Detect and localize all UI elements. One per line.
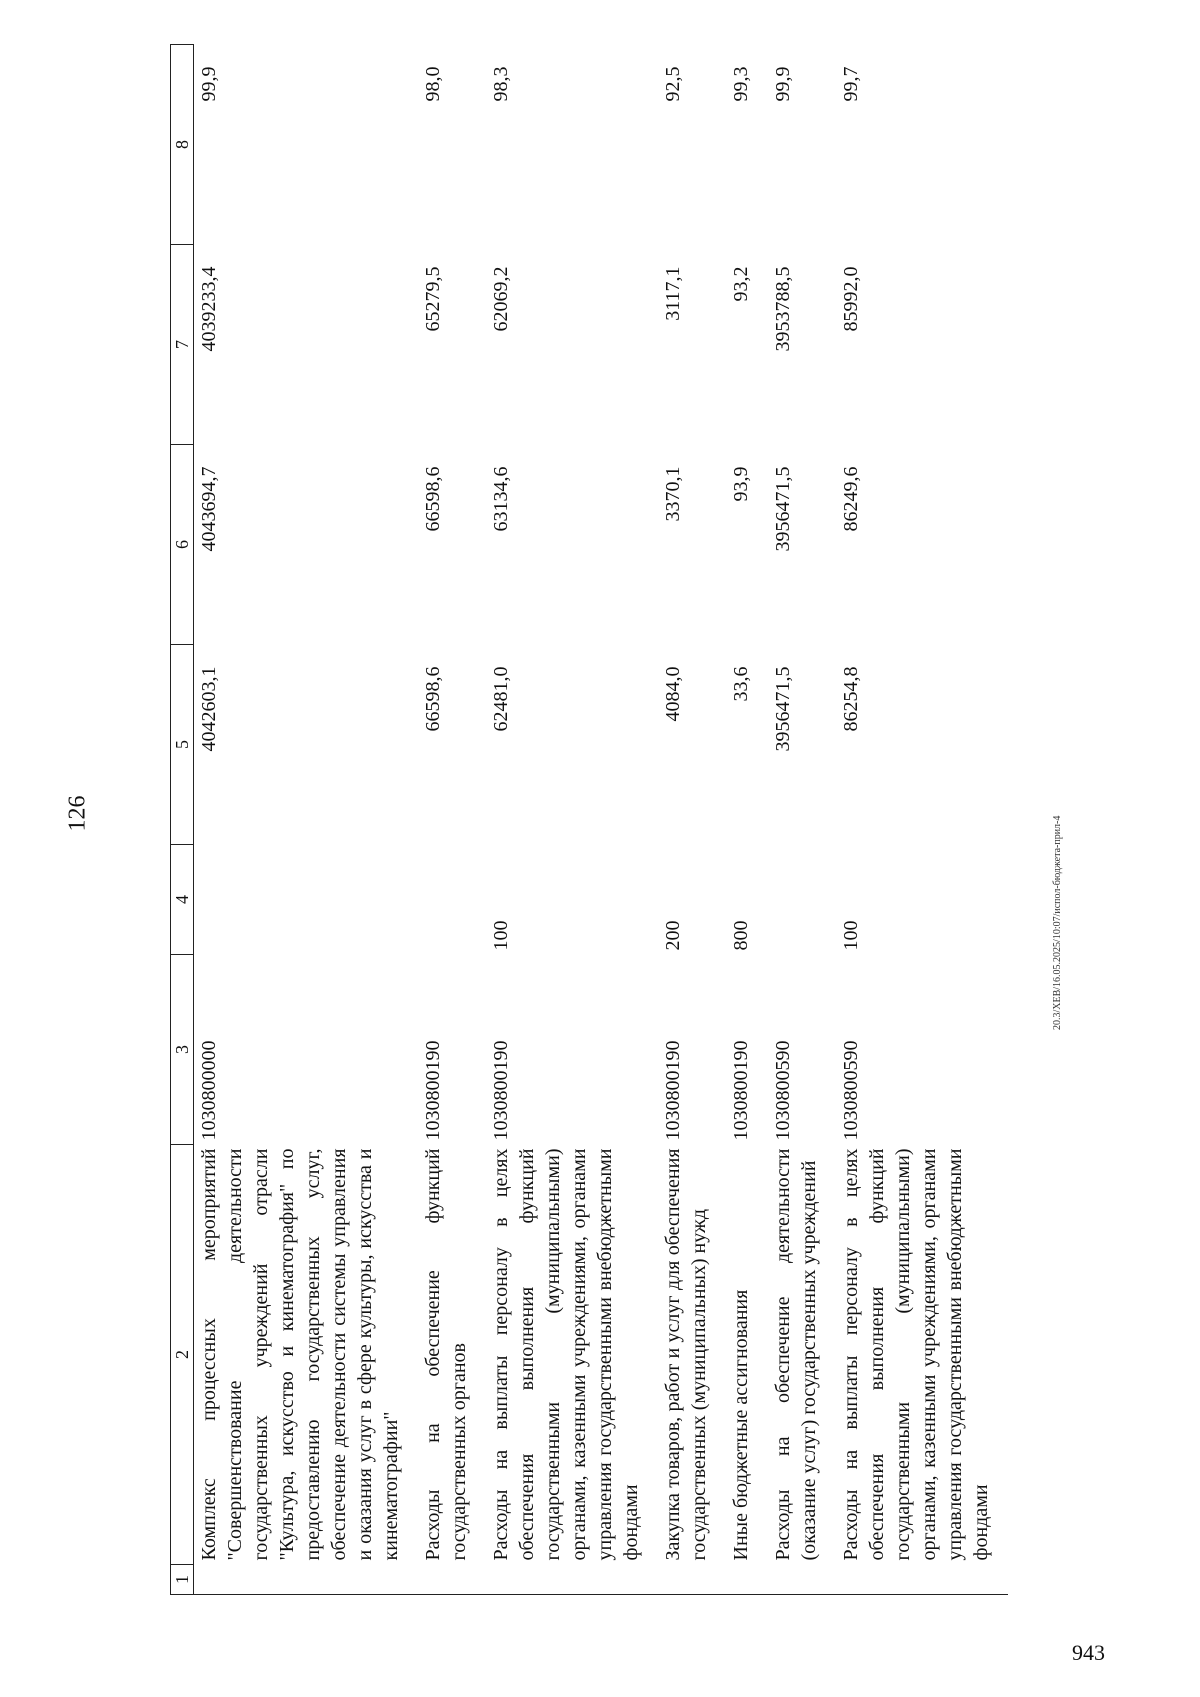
row-description: Расходы на выплаты персоналу в целях обеспечения выполнения функций государственными (муниципальными) органами, казенными учреждениями, органами управления государственными внебюджетными фондами	[840, 1148, 992, 1561]
row-value-7: 3953788,5	[772, 266, 794, 352]
budget-table	[170, 44, 1008, 1595]
row-value-6: 3956471,5	[772, 466, 794, 552]
col-header-8: 8	[171, 45, 194, 245]
row-percent: 92,5	[662, 66, 684, 102]
row-percent: 99,9	[198, 66, 220, 102]
row-expense-kind	[418, 845, 486, 955]
row-percent: 99,3	[730, 66, 752, 102]
col-header-7: 7	[171, 245, 194, 445]
row-expense-kind: 100	[490, 920, 512, 951]
col-header-2: 2	[171, 1145, 194, 1565]
row-value-6: 86249,6	[840, 466, 862, 532]
row-value-5: 33,6	[730, 666, 752, 702]
col-header-4: 4	[171, 845, 194, 955]
row-description: Расходы на обеспечение деятельности (оказание услуг) государственных учреждений	[772, 1148, 820, 1561]
table-row	[726, 45, 768, 1595]
table-row	[194, 45, 419, 1595]
row-percent: 99,9	[772, 66, 794, 102]
row-value-6: 4043694,7	[198, 466, 220, 552]
page-number: 126	[64, 795, 91, 832]
col-header-3: 3	[171, 955, 194, 1145]
row-description: Закупка товаров, работ и услуг для обеспечения государственных (муниципальных) нужд	[662, 1148, 710, 1561]
row-index	[486, 1565, 658, 1595]
row-index	[726, 1565, 768, 1595]
col-header-1: 1	[171, 1565, 194, 1595]
col-header-5: 5	[171, 645, 194, 845]
footer-code: 20.3/XEB/16.05.2025/10:07/испол-бюджета-прил-4	[1052, 815, 1063, 1030]
row-value-7: 65279,5	[422, 266, 444, 332]
row-description: Расходы на выплаты персоналу в целях обеспечения выполнения функций государственными (муниципальными) органами, казенными учреждениями, органами управления государственными внебюджетными фондами	[490, 1148, 642, 1561]
row-percent: 98,3	[490, 66, 512, 102]
row-index	[658, 1565, 726, 1595]
row-description: Расходы на обеспечение функций государственных органов	[422, 1148, 470, 1561]
row-value-7: 93,2	[730, 266, 752, 302]
row-value-5: 62481,0	[490, 666, 512, 732]
row-target-code: 1030800590	[840, 1040, 862, 1141]
row-value-6: 66598,6	[422, 466, 444, 532]
header-row	[171, 45, 194, 1595]
table-row	[658, 45, 726, 1595]
row-value-6: 93,9	[730, 466, 752, 502]
row-value-5: 86254,8	[840, 666, 862, 732]
row-value-5: 3956471,5	[772, 666, 794, 752]
row-expense-kind: 100	[840, 920, 862, 951]
row-expense-kind: 800	[730, 920, 752, 951]
row-index	[194, 1565, 419, 1595]
table-row	[836, 45, 1008, 1595]
row-target-code: 1030800190	[662, 1040, 684, 1141]
row-percent: 99,7	[840, 66, 862, 102]
row-value-7: 3117,1	[662, 266, 684, 321]
row-percent: 98,0	[422, 66, 444, 102]
row-target-code: 1030800000	[198, 1040, 220, 1141]
row-value-7: 4039233,4	[198, 266, 220, 352]
row-value-6: 3370,1	[662, 466, 684, 522]
table-row	[418, 45, 486, 1595]
row-description: Комплекс процессных мероприятий "Совершенствование деятельности государственных учреждений отрасли "Культура, искусство и кинематография" по предоставлению государственных услуг, обеспечение деятельности системы управления и оказания услуг в сфере культуры, искусства и кинематографии"	[198, 1148, 402, 1561]
row-expense-kind	[194, 845, 419, 955]
row-index	[836, 1565, 1008, 1595]
row-description: Иные бюджетные ассигнования	[730, 1289, 752, 1561]
row-index	[418, 1565, 486, 1595]
row-value-7: 85992,0	[840, 266, 862, 332]
table-row	[486, 45, 658, 1595]
row-target-code: 1030800190	[730, 1040, 752, 1141]
budget-table-rotated	[170, 15, 992, 1595]
table-row	[768, 45, 836, 1595]
row-value-5: 4084,0	[662, 666, 684, 722]
row-value-7: 62069,2	[490, 266, 512, 332]
row-target-code: 1030800190	[422, 1040, 444, 1141]
sheet-number: 943	[1072, 1640, 1105, 1665]
row-value-5: 66598,6	[422, 666, 444, 732]
row-value-5: 4042603,1	[198, 666, 220, 752]
row-expense-kind: 200	[662, 920, 684, 951]
row-value-6: 63134,6	[490, 466, 512, 532]
row-index	[768, 1565, 836, 1595]
row-target-code: 1030800590	[772, 1040, 794, 1141]
row-target-code: 1030800190	[490, 1040, 512, 1141]
col-header-6: 6	[171, 445, 194, 645]
row-expense-kind	[768, 845, 836, 955]
